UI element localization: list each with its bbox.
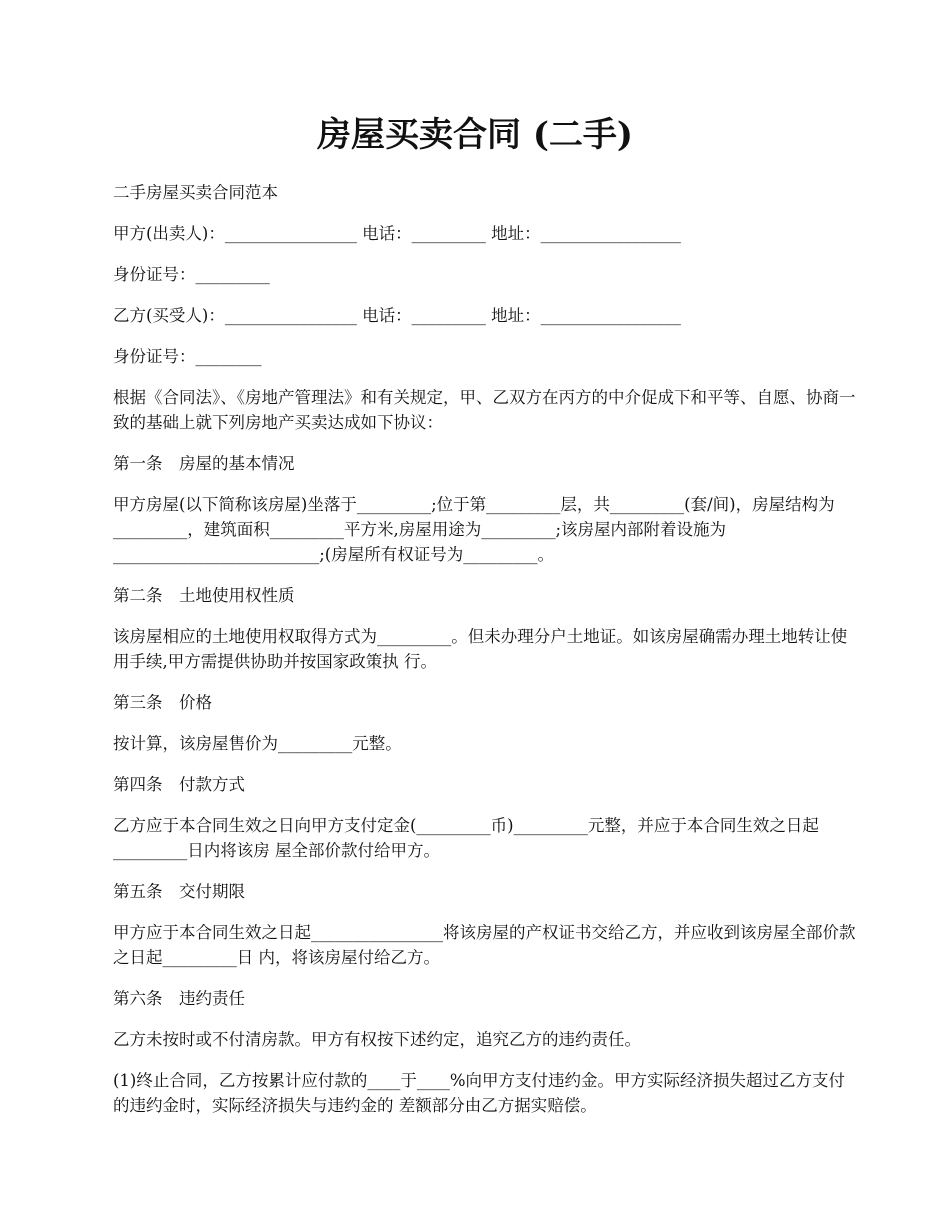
- article-6-heading: 第六条 违约责任: [113, 989, 245, 1008]
- article-1-paragraph: 甲方房屋(以下简称该房屋)坐落于_________;位于第_________层，共_________(套/间)，房屋结构为 _________，建筑面积_________平方米,房屋用途为_________;该房屋内部附着设施为 _________________________;(房屋所有权证号为_________。: [113, 495, 835, 564]
- article-6-intro-paragraph: 乙方未按时或不付清房款。甲方有权按下述约定，追究乙方的违约责任。: [113, 1030, 641, 1049]
- party-a-line: 甲方(出卖人)：________________ 电话：_________ 地址：_________________: [113, 224, 681, 243]
- article-2-heading: 第二条 土地使用权性质: [113, 586, 295, 605]
- article-5-heading: 第五条 交付期限: [113, 882, 245, 901]
- article-6-clause-1-paragraph: (1)终止合同，乙方按累计应付款的____于____%向甲方支付违约金。甲方实际经济损失超过乙方支付的违约金时，实际经济损失与违约金的 差额部分由乙方据实赔偿。: [113, 1071, 846, 1115]
- article-4-paragraph: 乙方应于本合同生效之日向甲方支付定金(_________币)_________元整，并应于本合同生效之日起_________日内将该房 屋全部价款付给甲方。: [113, 816, 819, 860]
- document-body: [113, 180, 858, 1134]
- article-3-paragraph: 按计算，该房屋售价为_________元整。: [113, 734, 402, 753]
- document-title: 房屋买卖合同 (二手): [316, 115, 633, 155]
- article-3-heading: 第三条 价格: [113, 693, 212, 712]
- party-b-id-line: 身份证号：________: [113, 347, 262, 366]
- party-a-id-line: 身份证号：_________: [113, 265, 270, 284]
- article-4-heading: 第四条 付款方式: [113, 775, 245, 794]
- subtitle-paragraph: 二手房屋买卖合同范本: [113, 183, 278, 202]
- party-b-line: 乙方(买受人)：________________ 电话：_________ 地址：_________________: [113, 306, 681, 325]
- article-2-paragraph: 该房屋相应的土地使用权取得方式为_________。但未办理分户土地证。如该房屋确需办理土地转让使用手续,甲方需提供协助并按国家政策执 行。: [113, 627, 848, 671]
- article-5-paragraph: 甲方应于本合同生效之日起________________将该房屋的产权证书交给乙方，并应收到该房屋全部价款之日起_________日 内，将该房屋付给乙方。: [113, 923, 856, 967]
- article-1-heading: 第一条 房屋的基本情况: [113, 454, 295, 473]
- preamble-paragraph: 根据《合同法》、《房地产管理法》和有关规定，甲、乙双方在丙方的中介促成下和平等、自愿、协商一致的基础上就下列房地产买卖达成如下协议：: [113, 388, 856, 432]
